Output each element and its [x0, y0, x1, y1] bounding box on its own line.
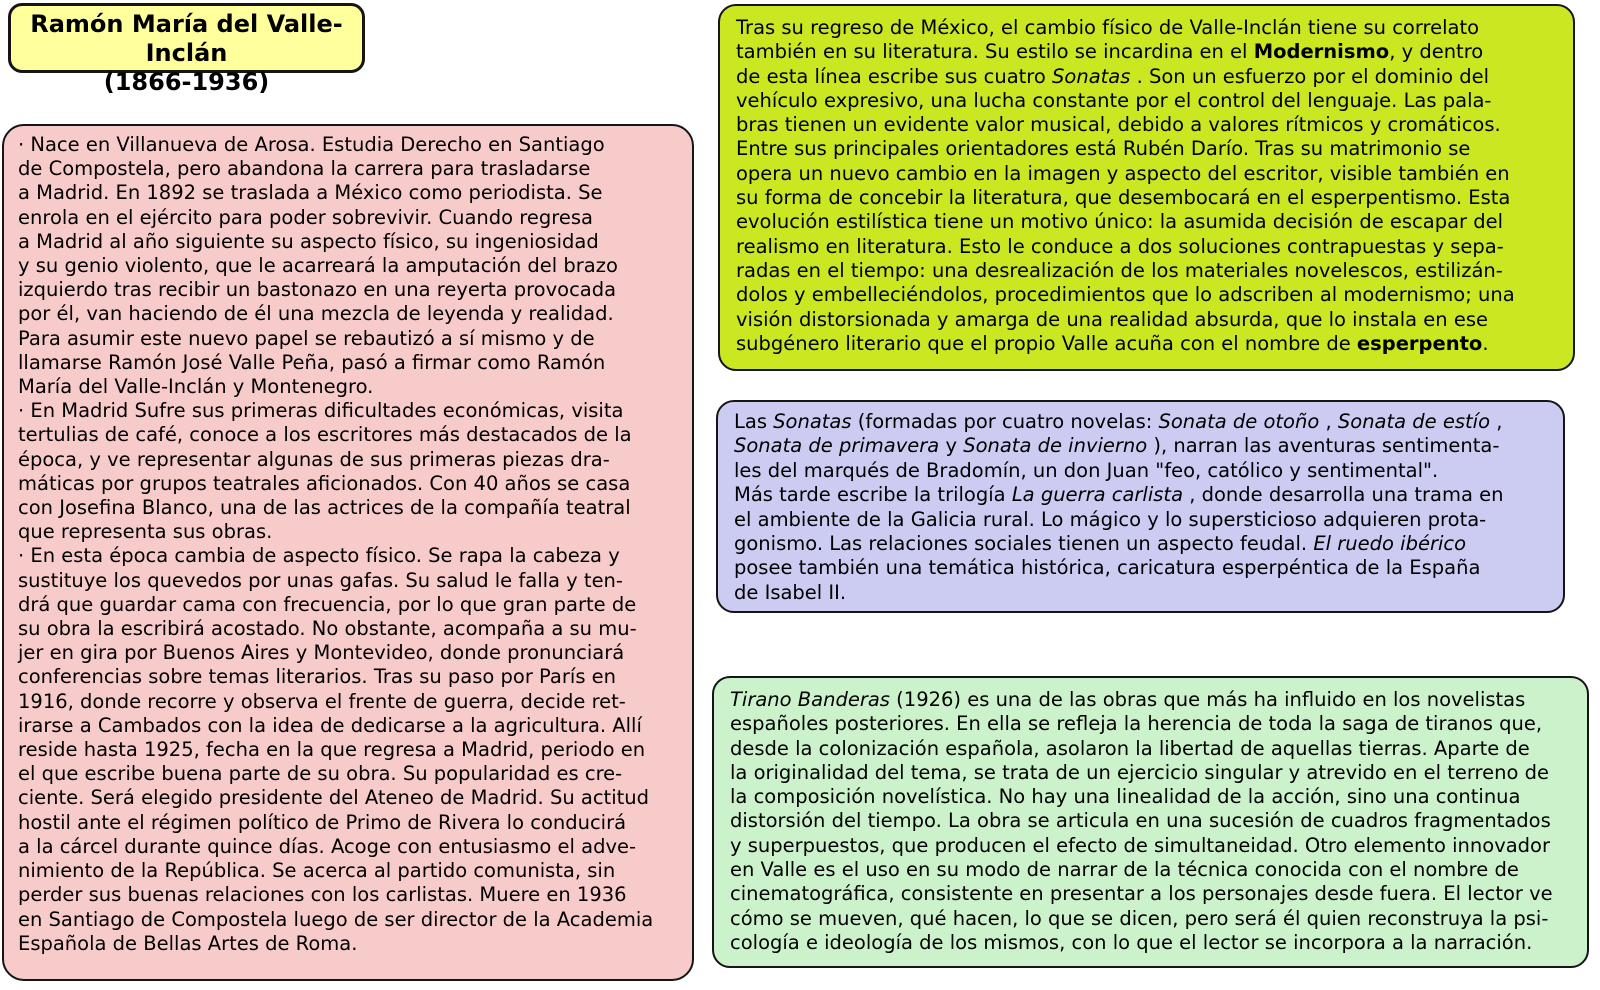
literary-style-text-box: Tras su regreso de México, el cambio físico de Valle-Inclán tiene su correlato también en su literatura. Su estilo se incardina en el Modernismo, y dentro de esta línea escribe sus cuatro Sonatas . Son un esfuerzo por el dominio del vehículo expresivo, una lucha constante por el control del lenguaje. Las pala- bras tienen un evidente valor musical, debido a valores rítmicos y cromáticos. Entre sus principales orientadores está Rubén Darío. Tras su matrimonio se opera un nuevo cambio en la imagen y aspecto del escritor, visible también en su forma de concebir la literatura, que desembocará en el esperpentismo. Esta evolución estilística tiene un motivo único: la asumida decisión de escapar del realismo en literatura. Esto le conduce a dos soluciones contrapuestas y sepa- radas en el tiempo: una desrealización de los materiales novelescos, estilizán- dolos y embelleciéndolos, procedimientos que lo adscriben al modernismo; una visión distorsionada y amarga de una realidad absurda, que lo instala en ese subgénero literario que el propio Valle acuña con el nombre de esperpento.	[718, 4, 1575, 371]
author-title-box: Ramón María del Valle-Inclán (1866-1936)	[8, 3, 365, 73]
sonatas-text-box: Las Sonatas (formadas por cuatro novelas: Sonata de otoño , Sonata de estío , Sonata de primavera y Sonata de invierno ), narran las aventuras sentimenta- les del marqués de Bradomín, un don Juan "feo, católico y sentimental". Más tarde escribe la trilogía La guerra carlista , donde desarrolla una trama en el ambiente de la Galicia rural. Lo mágico y lo supersticioso adquieren prota- gonismo. Las relaciones sociales tienen un aspecto feudal. El ruedo ibérico posee también una temática histórica, caricatura esperpéntica de la España de Isabel II.	[716, 400, 1565, 613]
tirano-banderas-text-box: Tirano Banderas (1926) es una de las obras que más ha influido en los novelistas españoles posteriores. En ella se refleja la herencia de toda la saga de tiranos que, desde la colonización española, asolaron la libertad de aquellas tierras. Aparte de la originalidad del tema, se trata de un ejercicio singular y atrevido en el terreno de la composición novelística. No hay una linealidad de la acción, sino una continua distorsión del tiempo. La obra se articula en una sucesión de cuadros fragmentados y superpuestos, que producen el efecto de simultaneidad. Otro elemento innovador en Valle es el uso en su modo de narrar de la técnica conocida con el nombre de cinematográfica, consistente en presentar a los personajes desde fuera. El lector ve cómo se mueven, qué hacen, lo que se dicen, pero será él quien reconstruya la psi- cología e ideología de los mismos, con lo que el lector se incorpora a la narración.	[712, 676, 1589, 968]
biography-text-box: · Nace en Villanueva de Arosa. Estudia Derecho en Santiago de Compostela, pero abandona la carrera para trasladarse a Madrid. En 1892 se traslada a México como periodista. Se enrola en el ejército para poder sobrevivir. Cuando regresa a Madrid al año siguiente su aspecto físico, su ingeniosidad y su genio violento, que le acarreará la amputación del brazo izquierdo tras recibir un bastonazo en una reyerta provocada por él, van haciendo de él una mezcla de leyenda y realidad. Para asumir este nuevo papel se rebautizó a sí mismo y de llamarse Ramón José Valle Peña, pasó a firmar como Ramón María del Valle-Inclán y Montenegro. · En Madrid Sufre sus primeras dificultades económicas, visita tertulias de café, conoce a los escritores más destacados de la época, y ve representar algunas de sus primeras piezas dra- máticas por grupos teatrales aficionados. Con 40 años se casa con Josefina Blanco, una de las actrices de la compañía teatral que representa sus obras. · En esta época cambia de aspecto físico. Se rapa la cabeza y sustituye los quevedos por unas gafas. Su salud le falla y ten- drá que guardar cama con frecuencia, por lo que gran parte de su obra la escribirá acostado. No obstante, acompaña a su mu- jer en gira por Buenos Aires y Montevideo, donde pronunciará conferencias sobre temas literarios. Tras su paso por París en 1916, donde recorre y observa el frente de guerra, decide ret- irarse a Cambados con la idea de dedicarse a la agricultura. Allí reside hasta 1925, fecha en la que regresa a Madrid, periodo en el que escribe buena parte de su obra. Su popularidad es cre- ciente. Será elegido presidente del Ateneo de Madrid. Su actitud hostil ante el régimen político de Primo de Rivera lo conducirá a la cárcel durante quince días. Acoge con entusiasmo el adve- nimiento de la República. Se acerca al partido comunista, sin perder sus buenas relaciones con los carlistas. Muere en 1936 en Santiago de Compostela luego de ser director de la Academia Española de Bellas Artes de Roma.	[2, 124, 694, 981]
